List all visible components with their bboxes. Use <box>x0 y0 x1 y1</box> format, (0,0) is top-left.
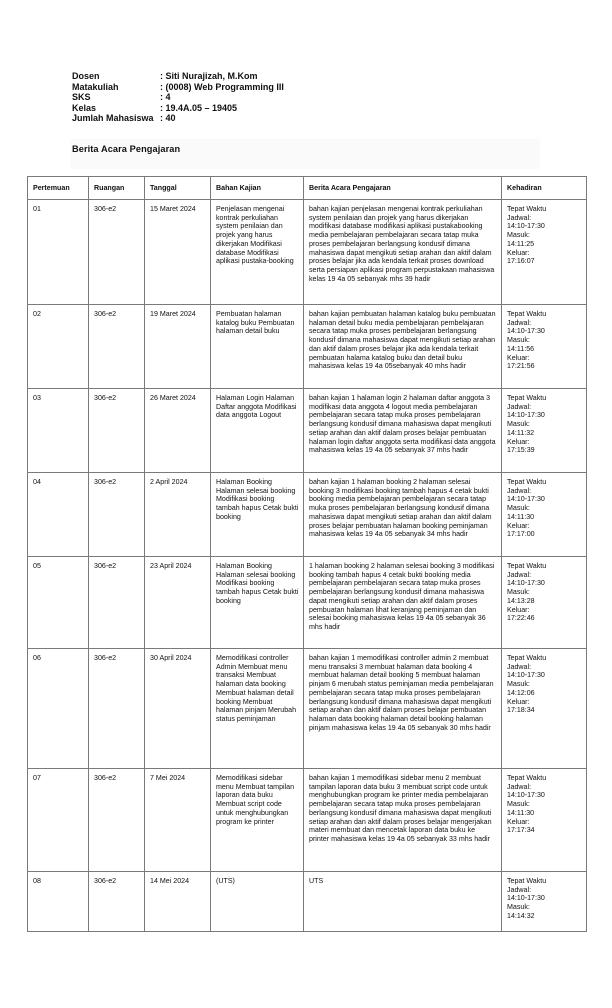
cell-pertemuan: 04 <box>28 473 89 557</box>
cell-bahan-kajian: Pembuatan halaman katalog buku Pembuatan halaman detail buku <box>211 305 304 389</box>
cell-tanggal: 26 Maret 2024 <box>145 389 211 473</box>
kehadiran-line: 17:21:56 <box>507 362 535 371</box>
kehadiran-line: Jadwal: <box>507 486 532 495</box>
cell-tanggal: 23 April 2024 <box>145 557 211 649</box>
info-row <box>72 71 284 82</box>
cell-berita-acara: bahan kajian 1 halaman login 2 halaman daftar anggota 3 modifikasi data anggota 4 logout media pembelajaran pembelajaran secara tatap muka proses pembelajaran berlangsung kondusif dimana mahasiswa dapat mengikuti setiap arahan dan aktif dalam proses belajar pembuatan halaman login daftar anggota serta modifikasi data anggota mahasiswa kelas 19 4a 05 sebanyak 37 mhs hadir <box>304 389 502 473</box>
cell-ruangan: 306-e2 <box>89 200 145 305</box>
cell-ruangan: 306-e2 <box>89 769 145 872</box>
cell-bahan-kajian: Penjelasan mengenai kontrak perkuliahan system penilaian dan projek yang harus dikerjakan Modifikasi database Modifikasi aplikasi pustaka-booking <box>211 200 304 305</box>
kehadiran-line: Jadwal: <box>507 318 532 327</box>
kehadiran-line: Tepat Waktu <box>507 774 547 782</box>
cell-pertemuan: 01 <box>28 200 89 305</box>
cell-kehadiran <box>502 557 587 649</box>
info-value: : (0008) Web Programming III <box>160 81 284 92</box>
kehadiran-line: Keluar: <box>507 437 530 446</box>
cell-berita-acara: bahan kajian 1 memodifikasi controller admin 2 membuat menu transaksi 3 membuat halaman data booking 4 membuat halaman detail booking 5 membuat halaman pinjam 6 merubah status peminjaman media pembelajaran pembelajaran secara tatap muka proses pembelajaran berlangsung kondusif dimana mahasiswa dapat mengikuti setiap arahan dan aktif dalam proses belajar pembuatan halaman data booking halaman detail booking halaman pinjam mahasiswa kelas 19 4a 05 sebanyak 30 mhs hadir <box>304 649 502 769</box>
cell-bahan-kajian: Memodifikasi controller Admin Membuat menu transaksi Membuat halaman data booking Membuat halaman detail booking Membuat halaman pinjam Merubah status peminjaman <box>211 649 304 769</box>
kehadiran-line: Tepat Waktu <box>507 877 547 885</box>
table-row <box>28 200 587 305</box>
cell-pertemuan: 08 <box>28 872 89 932</box>
info-row <box>72 92 284 103</box>
info-label: Dosen <box>72 71 100 81</box>
cell-bahan-kajian: Halaman Booking Halaman selesai booking Modifikasi booking tambah hapus Cetak bukti booking <box>211 557 304 649</box>
table-row <box>28 872 587 932</box>
kehadiran-line: 14:10-17:30 <box>507 222 545 231</box>
cell-tanggal: 2 April 2024 <box>145 473 211 557</box>
kehadiran-line: 14:10-17:30 <box>507 671 545 680</box>
cell-bahan-kajian: Memodifikasi sidebar menu Membuat tampilan laporan data buku Membuat script code untuk menghubungkan program ke printer <box>211 769 304 872</box>
header-tanggal: Tanggal <box>145 177 211 200</box>
kehadiran-line: 14:10-17:30 <box>507 791 545 800</box>
cell-tanggal: 15 Maret 2024 <box>145 200 211 305</box>
info-value: : 40 <box>160 113 176 124</box>
berita-acara-table <box>27 176 587 932</box>
info-value: : 4 <box>160 92 171 103</box>
cell-berita-acara: UTS <box>304 872 502 932</box>
cell-bahan-kajian: Halaman Login Halaman Daftar anggota Modifikasi data anggota Logout <box>211 389 304 473</box>
cell-ruangan: 306-e2 <box>89 305 145 389</box>
info-row <box>72 103 284 114</box>
kehadiran-line: 14:10-17:30 <box>507 411 545 420</box>
header-kehadiran: Kehadiran <box>502 177 587 200</box>
cell-berita-acara: bahan kajian 1 memodifikasi sidebar menu 2 membuat tampilan laporan data buku 3 membuat script code untuk menghubungkan program ke printer media pembelajaran pembelajaran secara tatap muka proses pembelajaran berlangsung kondusif dimana mahasiswa dapat mengikuti setiap arahan dan aktif dalam proses belajar mengerjakan materi membuat dan mencetak laporan data buku ke printer mahasiswa kelas 19 4a 05 sebanyak 33 mhs hadir <box>304 769 502 872</box>
info-label: Kelas <box>72 102 97 113</box>
cell-ruangan: 306-e2 <box>89 872 145 932</box>
kehadiran-line: 14:11:30 <box>507 512 535 521</box>
kehadiran-line: Keluar: <box>507 605 530 614</box>
kehadiran-line: Masuk: <box>507 800 530 809</box>
kehadiran-line: 14:14:32 <box>507 911 535 920</box>
kehadiran-line: Masuk: <box>507 588 530 597</box>
table-row <box>28 389 587 473</box>
cell-berita-acara: bahan kajian penjelasan mengenai kontrak perkuliahan system penilaian dan projek yang harus dikerjakan modifikasi database modifikasi aplikasi pustakabooking media pembelajaran pembelajaran secara tatap muka proses pembelajaran berlangsung kondusif dimana mahasiswa dapat mengikuti setiap arahan dan aktif dalam proses belajar jika ada kendala terkait proses download serta persiapan aplikasi program perpustakaan mahasiswa kelas 19 4a 05 sebanyak mhs 39 hadir <box>304 200 502 305</box>
header-ruangan: Ruangan <box>89 177 145 200</box>
info-row <box>72 82 284 93</box>
kehadiran-line: 14:11:56 <box>507 344 535 353</box>
kehadiran-line: 14:11:32 <box>507 428 535 437</box>
kehadiran-line: 14:10-17:30 <box>507 579 545 588</box>
kehadiran-line: Tepat Waktu <box>507 310 547 318</box>
section-title: Berita Acara Pengajaran <box>72 144 181 154</box>
cell-berita-acara: bahan kajian pembuatan halaman katalog buku pembuatan halaman detail buku media pembelajaran pembelajaran secara tatap muka proses pembelajaran berlangsung kondusif dimana mahasiswa dapat mengikuti setiap arahan dan aktif dalam proses belajar jika ada kendala terkait pembuatan halama katalog buku dan detail buku mahasiswa kelas 19 4a 05sebanyak 40 mhs hadir <box>304 305 502 389</box>
kehadiran-line: Tepat Waktu <box>507 205 547 213</box>
kehadiran-line: 14:12:06 <box>507 688 535 697</box>
kehadiran-line: Jadwal: <box>507 570 532 579</box>
kehadiran-line: Masuk: <box>507 680 530 689</box>
cell-pertemuan: 07 <box>28 769 89 872</box>
cell-kehadiran <box>502 389 587 473</box>
kehadiran-line: Masuk: <box>507 420 530 429</box>
table-header-row <box>28 177 587 200</box>
cell-ruangan: 306-e2 <box>89 473 145 557</box>
kehadiran-line: Keluar: <box>507 521 530 530</box>
cell-berita-acara: 1 halaman booking 2 halaman selesai booking 3 modifikasi booking tambah hapus 4 cetak bukti booking media pembelajaran pembelajaran secara tatap muka proses pembelajaran berlangsung kondusif dimana mahasiswa dapat mengikuti setiap arahan dan aktif dalam proses pembuatan halaman lihat keranjang peminjaman dan selesai booking mahasiswa kelas 19 4a 05 sebanyak 36 mhs hadir <box>304 557 502 649</box>
cell-tanggal: 14 Mei 2024 <box>145 872 211 932</box>
kehadiran-line: Keluar: <box>507 353 530 362</box>
kehadiran-line: 14:13:28 <box>507 596 535 605</box>
table-row <box>28 649 587 769</box>
kehadiran-line: 17:17:34 <box>507 826 535 835</box>
info-label: SKS <box>72 92 91 103</box>
kehadiran-line: Tepat Waktu <box>507 562 547 570</box>
cell-kehadiran <box>502 200 587 305</box>
info-label: Jumlah Mahasiswa <box>72 113 154 124</box>
kehadiran-line: Jadwal: <box>507 782 532 791</box>
kehadiran-line: Tepat Waktu <box>507 394 547 402</box>
kehadiran-line: 14:11:30 <box>507 808 535 817</box>
kehadiran-line: Jadwal: <box>507 213 532 222</box>
kehadiran-line: Tepat Waktu <box>507 478 547 486</box>
cell-kehadiran <box>502 473 587 557</box>
kehadiran-line: Jadwal: <box>507 885 532 894</box>
cell-kehadiran <box>502 305 587 389</box>
kehadiran-line: Jadwal: <box>507 662 532 671</box>
course-info <box>72 71 284 124</box>
header-pertemuan: Pertemuan <box>28 177 89 200</box>
info-value: : Siti Nurajizah, M.Kom <box>160 71 258 81</box>
cell-ruangan: 306-e2 <box>89 649 145 769</box>
kehadiran-line: Keluar: <box>507 697 530 706</box>
kehadiran-line: 17:22:46 <box>507 614 535 623</box>
table-row <box>28 473 587 557</box>
info-value: : 19.4A.05 – 19405 <box>160 102 238 113</box>
kehadiran-line: Masuk: <box>507 336 530 345</box>
table-row <box>28 769 587 872</box>
cell-kehadiran <box>502 769 587 872</box>
kehadiran-line: Keluar: <box>507 817 530 826</box>
kehadiran-line: Masuk: <box>507 504 530 513</box>
header-bahan-kajian: Bahan Kajian <box>211 177 304 200</box>
kehadiran-line: 17:16:07 <box>507 257 535 266</box>
cell-ruangan: 306-e2 <box>89 557 145 649</box>
cell-bahan-kajian: (UTS) <box>211 872 304 932</box>
info-row <box>72 113 284 124</box>
cell-ruangan: 306-e2 <box>89 389 145 473</box>
cell-kehadiran <box>502 872 587 932</box>
table-row <box>28 557 587 649</box>
cell-pertemuan: 02 <box>28 305 89 389</box>
cell-tanggal: 19 Maret 2024 <box>145 305 211 389</box>
cell-pertemuan: 03 <box>28 389 89 473</box>
table-row <box>28 305 587 389</box>
cell-berita-acara: bahan kajian 1 halaman booking 2 halaman selesai booking 3 modifikasi booking tambah hapus 4 cetak bukti booking media pembelajaran pembelajaran secara tatap muka proses pembelajaran berlangsung kondusif dimana mahasiswa dapat mengikuti setiap arahan dan aktif dalam proses belajar pembuatan halaman booking peminjaman mahasiswa kelas 19 4a 05 sebanyak 34 mhs hadir <box>304 473 502 557</box>
kehadiran-line: 14:11:25 <box>507 239 535 248</box>
kehadiran-line: Masuk: <box>507 903 530 912</box>
kehadiran-line: 17:17:00 <box>507 530 535 539</box>
kehadiran-line: 14:10-17:30 <box>507 327 545 336</box>
kehadiran-line: 17:18:34 <box>507 706 535 715</box>
header-berita-acara: Berita Acara Pengajaran <box>304 177 502 200</box>
kehadiran-line: Jadwal: <box>507 402 532 411</box>
kehadiran-line: 17:15:39 <box>507 446 535 455</box>
kehadiran-line: Masuk: <box>507 231 530 240</box>
kehadiran-line: Tepat Waktu <box>507 654 547 662</box>
kehadiran-line: 14:10-17:30 <box>507 495 545 504</box>
kehadiran-line: 14:10-17:30 <box>507 894 545 903</box>
cell-kehadiran <box>502 649 587 769</box>
info-label: Matakuliah <box>72 81 119 92</box>
cell-pertemuan: 05 <box>28 557 89 649</box>
cell-tanggal: 30 April 2024 <box>145 649 211 769</box>
cell-tanggal: 7 Mei 2024 <box>145 769 211 872</box>
kehadiran-line: Keluar: <box>507 248 530 257</box>
cell-bahan-kajian: Halaman Booking Halaman selesai booking Modifikasi booking tambah hapus Cetak bukti booking <box>211 473 304 557</box>
cell-pertemuan: 06 <box>28 649 89 769</box>
